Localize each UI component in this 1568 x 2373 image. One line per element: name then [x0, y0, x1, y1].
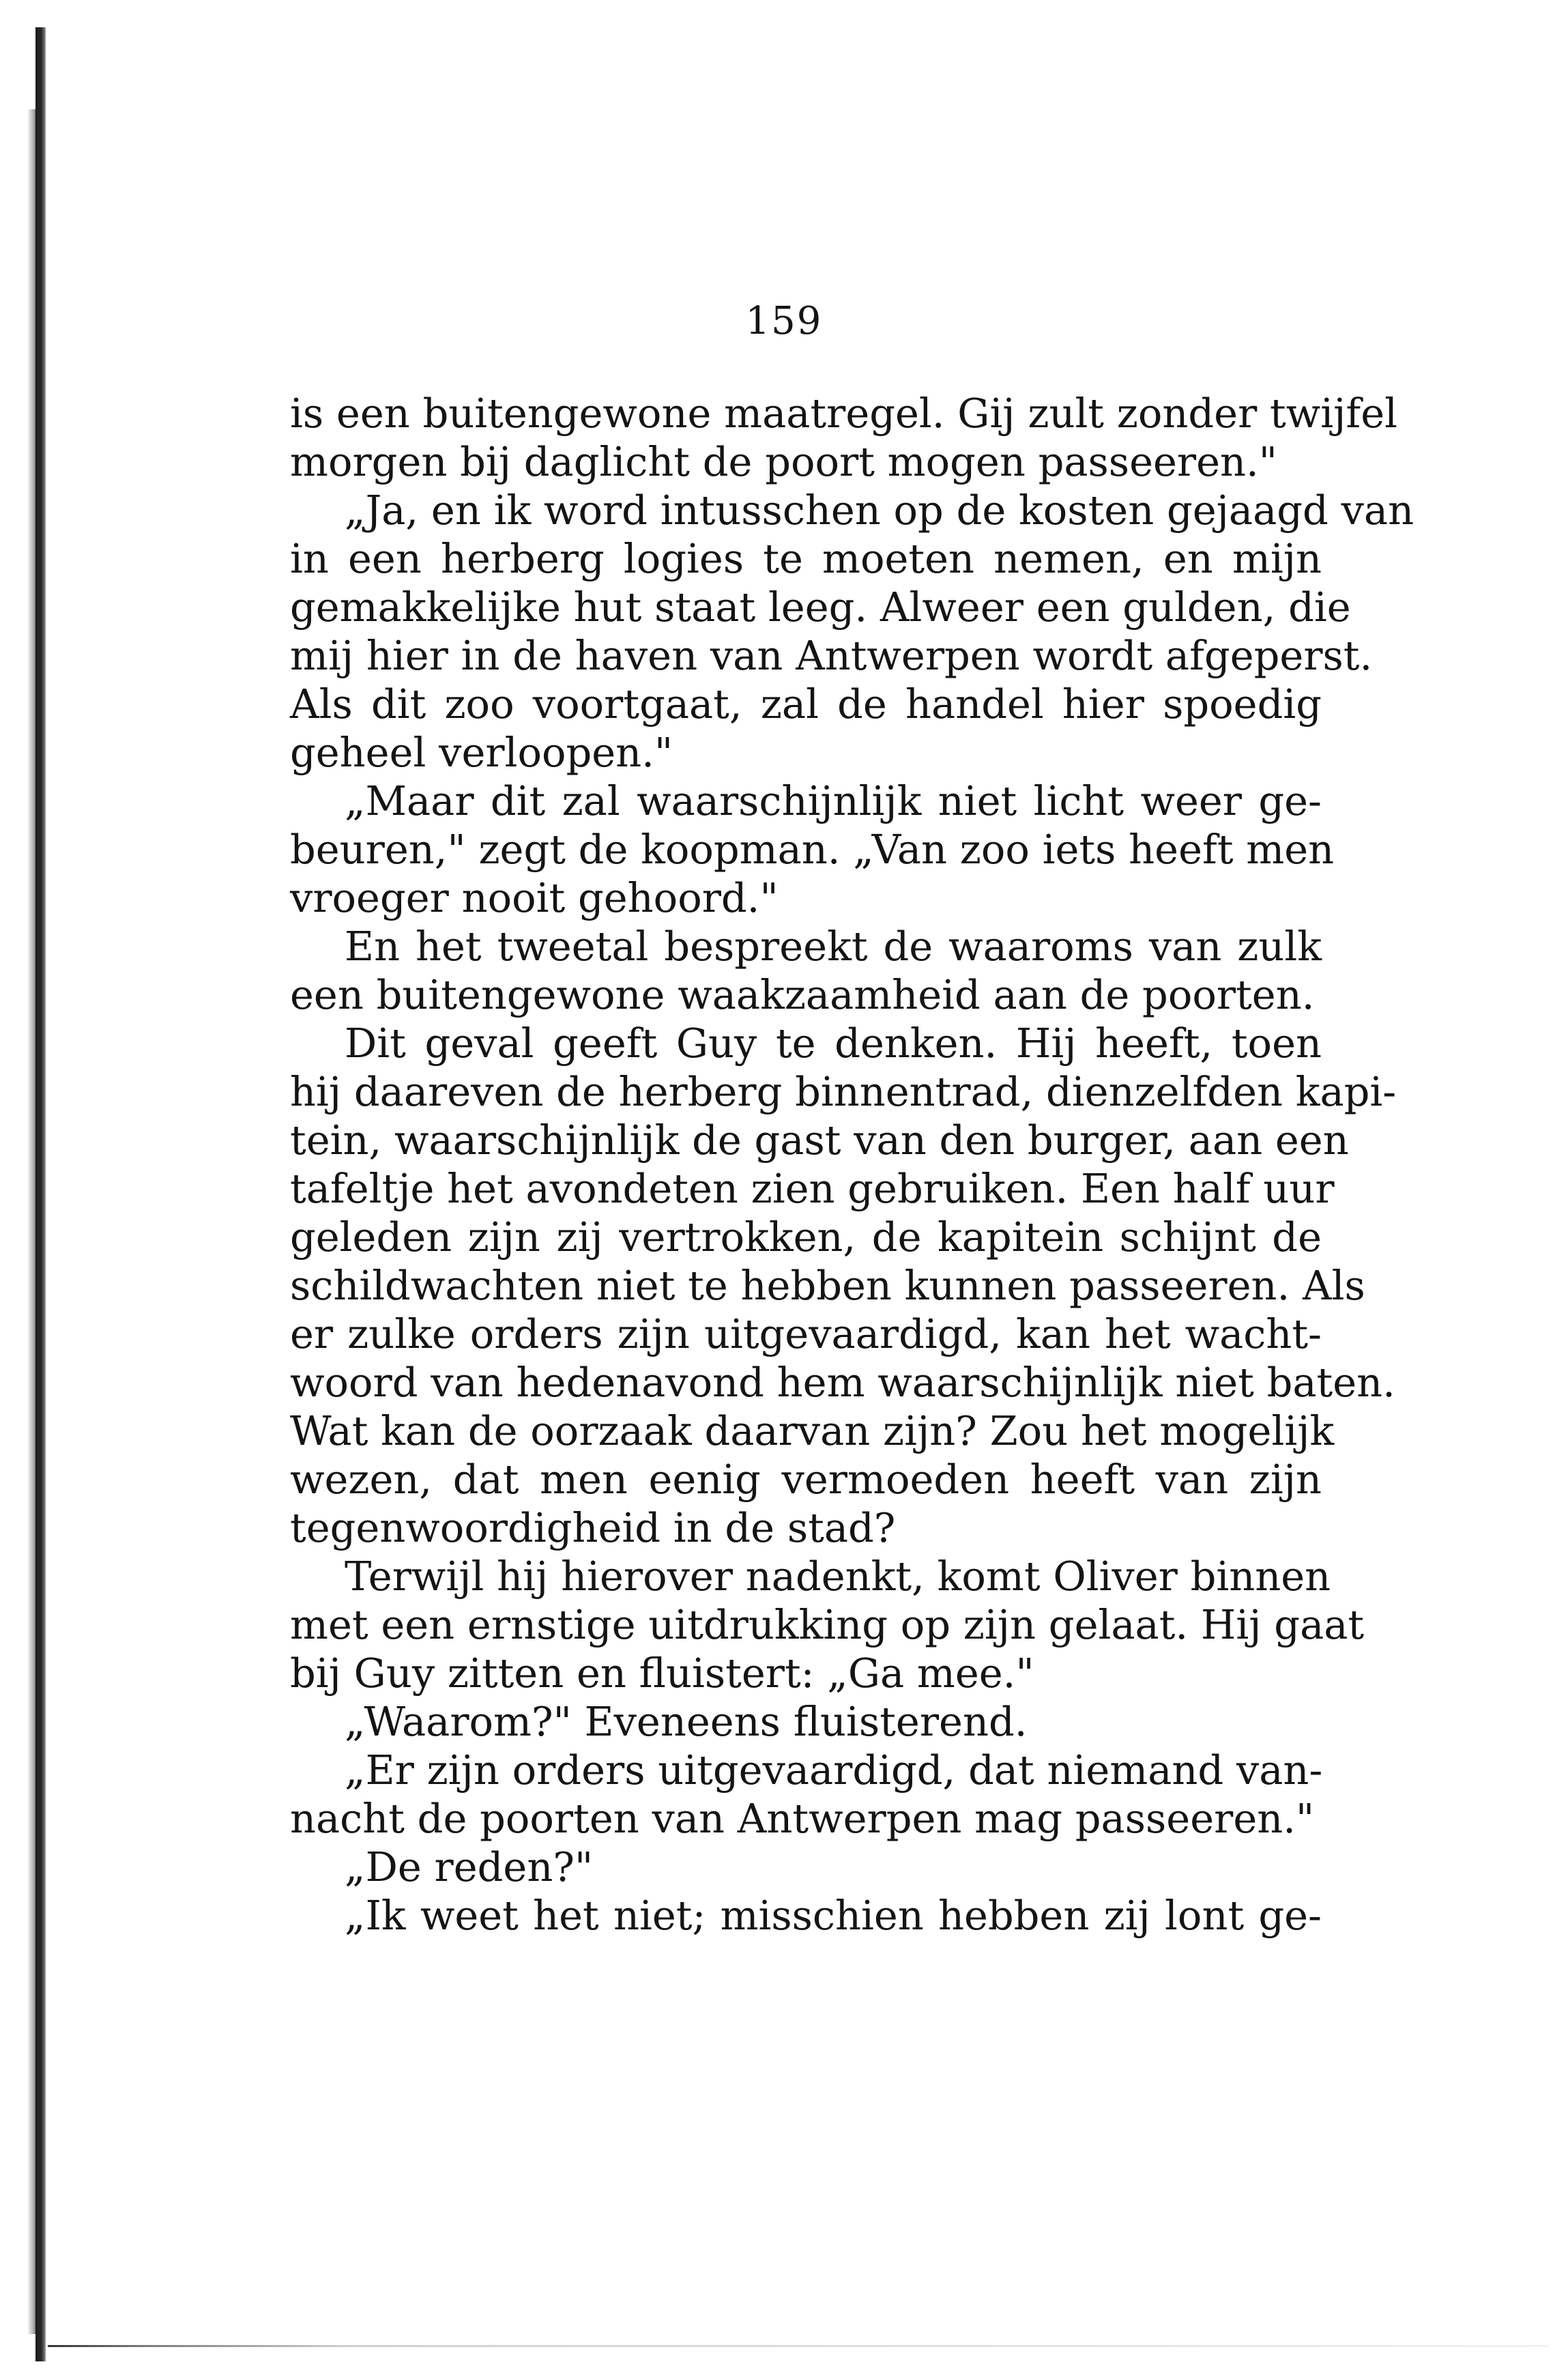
text-line: een buitengewone waakzaamheid aan de poorten.	[290, 971, 1315, 1018]
text-line: Dit geval geeft Guy te denken. Hij heeft, toen	[345, 1020, 1322, 1067]
text-line: er zulke orders zijn uitgevaardigd, kan het wacht-	[290, 1310, 1322, 1357]
text-line: mij hier in de haven van Antwerpen wordt afgeperst.	[290, 632, 1373, 679]
body-text	[290, 389, 1414, 1940]
text-line: tein, waarschijnlijk de gast van den burger, aan een	[290, 1117, 1349, 1164]
text-line: gemakkelijke hut staat leeg. Alweer een gulden, die	[290, 584, 1351, 631]
text-line: wezen, dat men eenig vermoeden heeft van zijn	[290, 1456, 1322, 1503]
text-line: morgen bij daglicht de poort mogen passeeren."	[290, 438, 1277, 485]
text-line: „De reden?"	[345, 1843, 594, 1890]
text-line: „Ja, en ik word intusschen op de kosten gejaagd van	[345, 487, 1414, 534]
page-bottom-edge	[48, 2345, 1549, 2347]
text-line: geleden zijn zij vertrokken, de kapitein schijnt de	[290, 1213, 1322, 1261]
text-line: woord van hedenavond hem waarschijnlijk niet baten.	[290, 1359, 1395, 1406]
text-line: geheel verloopen."	[290, 729, 673, 776]
text-line: Terwijl hij hierover nadenkt, komt Oliver binnen	[345, 1553, 1331, 1600]
text-line: tafeltje het avondeten zien gebruiken. Een half uur	[290, 1165, 1335, 1212]
text-line: Als dit zoo voortgaat, zal de handel hier spoedig	[290, 680, 1322, 728]
text-line: hij daareven de herberg binnentrad, dienzelfden kapi-	[290, 1068, 1397, 1115]
text-line: in een herberg logies te moeten nemen, en mijn	[290, 535, 1322, 582]
text-line: beuren," zegt de koopman. „Van zoo iets heeft men	[290, 826, 1335, 873]
page-binding-edge	[35, 27, 46, 2361]
text-line: „Ik weet het niet; misschien hebben zij lont ge-	[345, 1892, 1322, 1939]
text-line: tegenwoordigheid in de stad?	[290, 1504, 896, 1551]
text-line: „Maar dit zal waarschijnlijk niet licht weer ge-	[345, 777, 1322, 824]
text-line: nacht de poorten van Antwerpen mag passeeren."	[290, 1795, 1315, 1842]
text-line: is een buitengewone maatregel. Gij zult zonder twijfel	[290, 390, 1398, 437]
text-line: „Waarom?" Eveneens fluisterend.	[345, 1698, 1028, 1745]
text-line: schildwachten niet te hebben kunnen passeeren. Als	[290, 1262, 1365, 1309]
text-line: bij Guy zitten en fluistert: „Ga mee."	[290, 1650, 1034, 1697]
text-line: „Er zijn orders uitgevaardigd, dat niemand van-	[345, 1746, 1323, 1794]
text-line: En het tweetal bespreekt de waaroms van zulk	[345, 923, 1322, 970]
page-number: 159	[745, 299, 823, 343]
text-line: vroeger nooit gehoord."	[290, 874, 779, 921]
text-line: Wat kan de oorzaak daarvan zijn? Zou het mogelijk	[290, 1407, 1335, 1454]
text-line: met een ernstige uitdrukking op zijn gelaat. Hij gaat	[290, 1601, 1365, 1648]
